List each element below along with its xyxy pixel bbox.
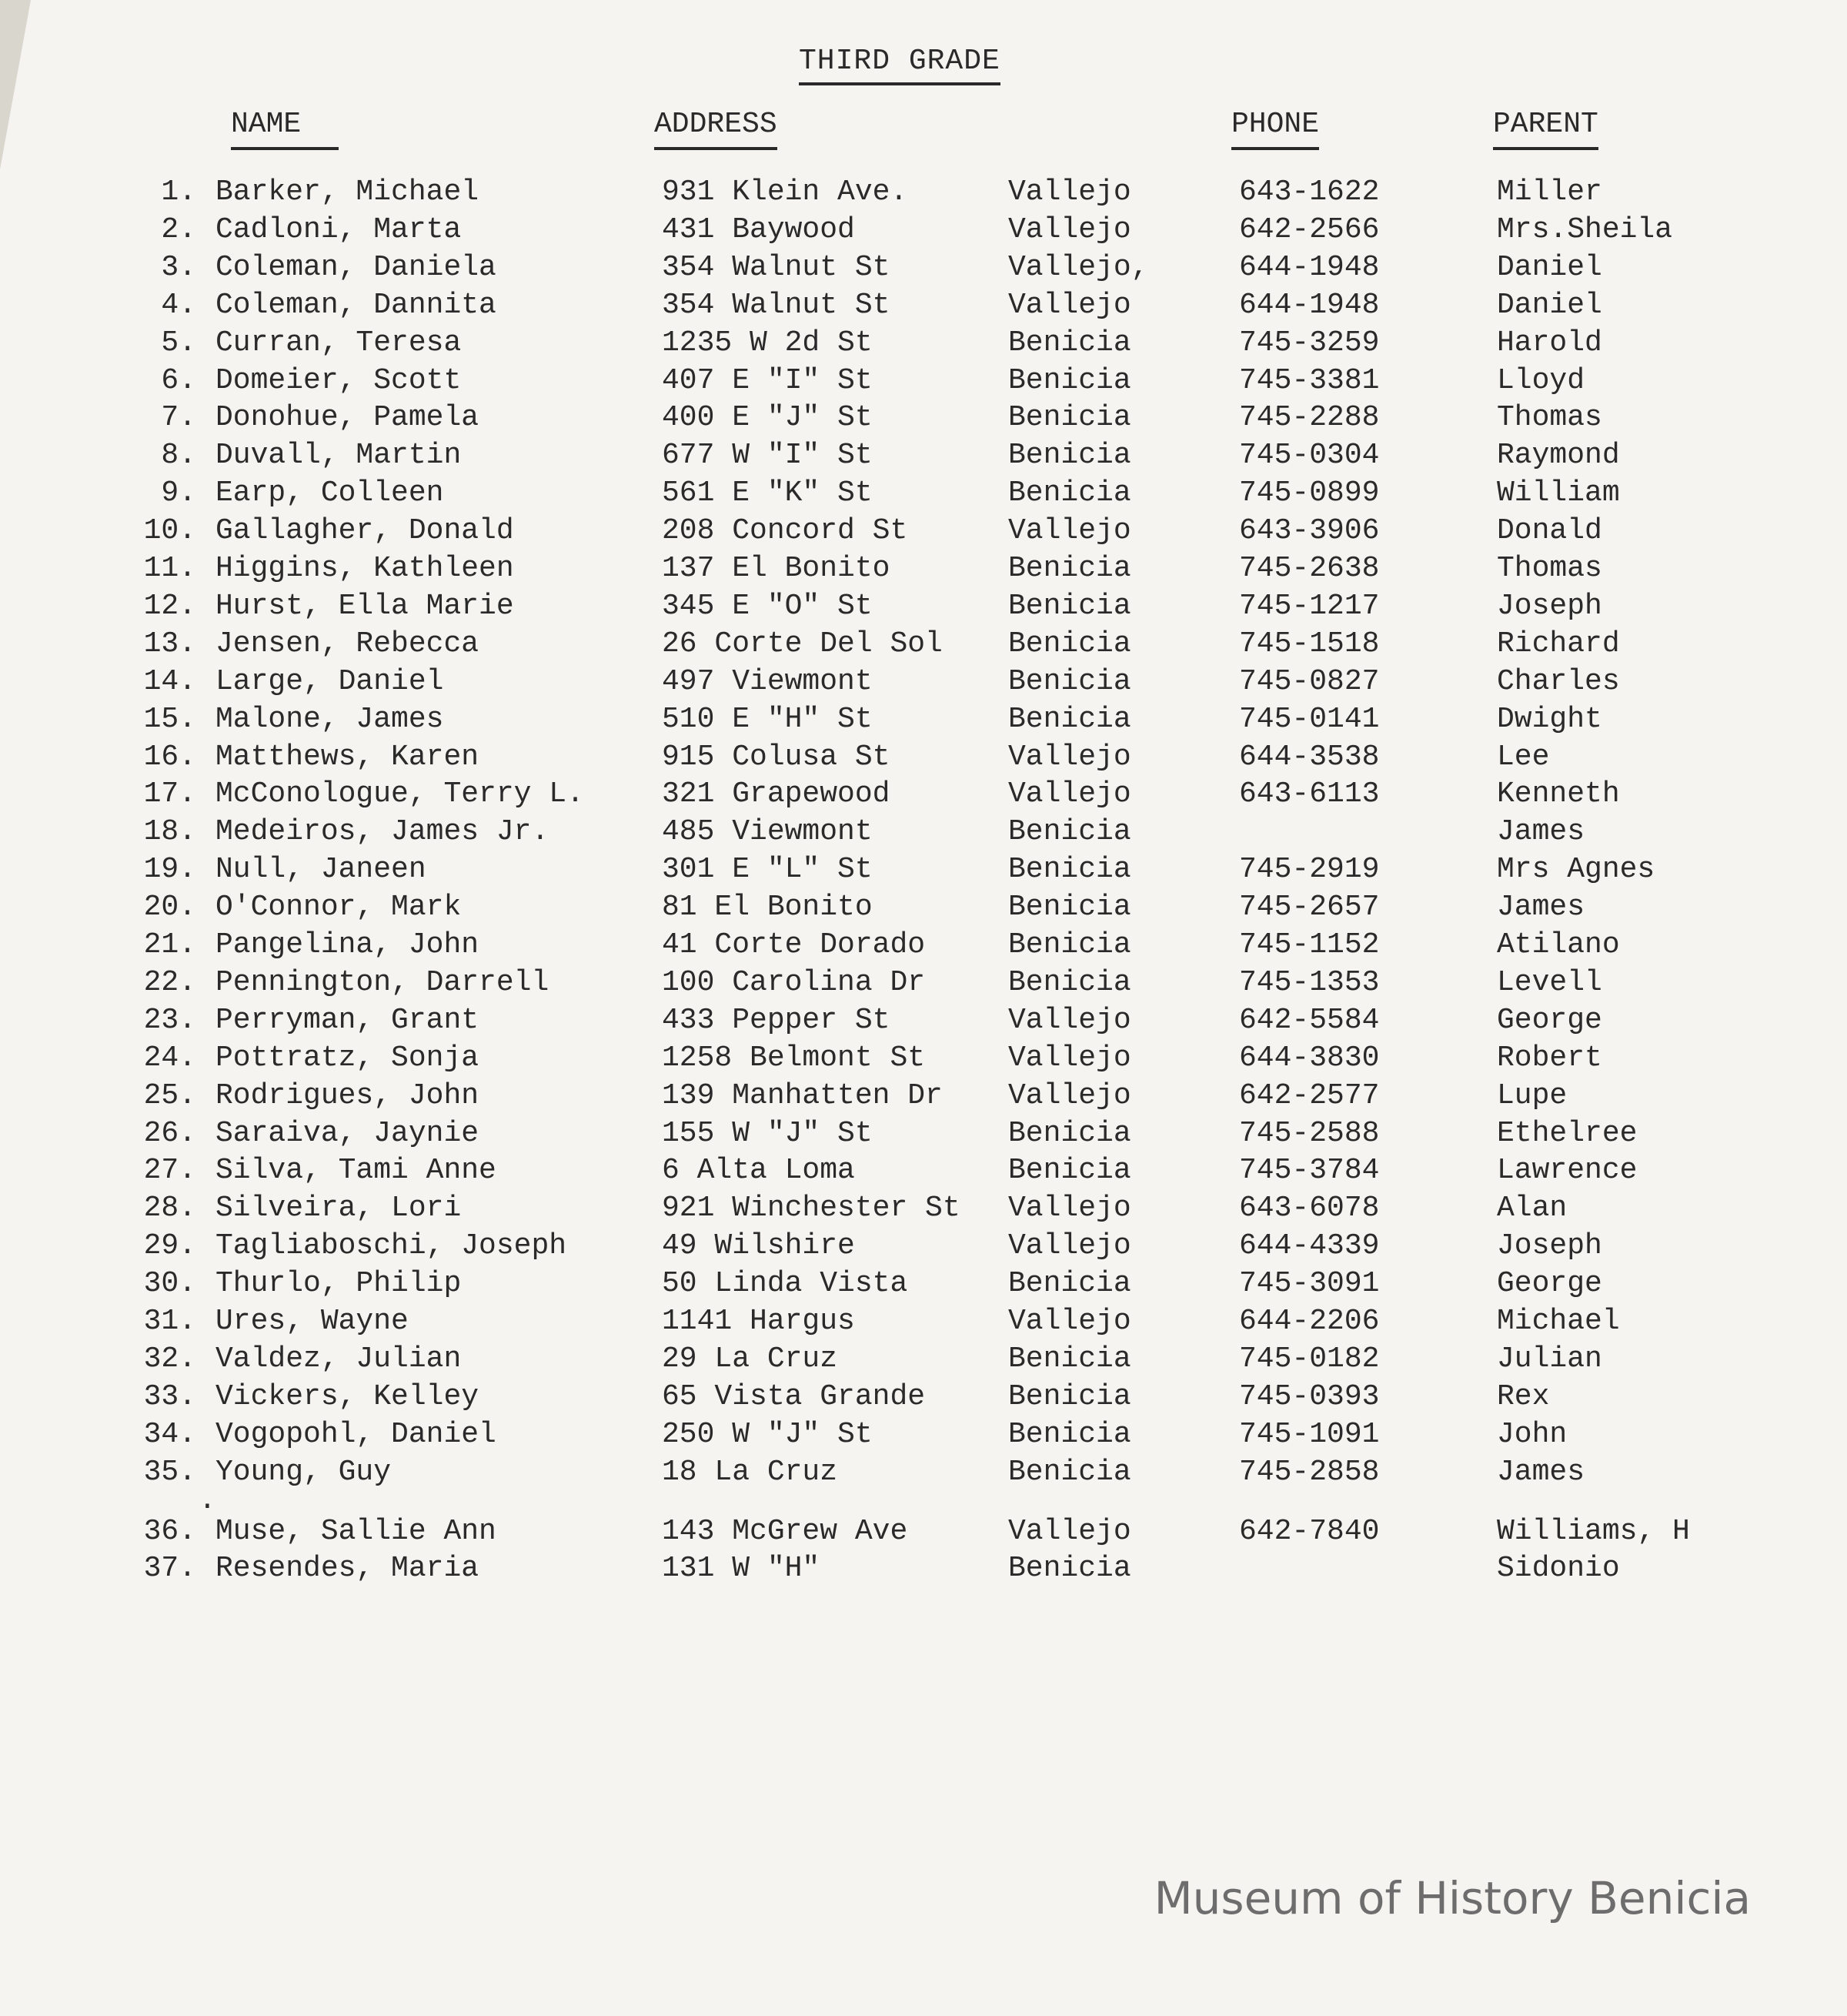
phone-number: 745-1353	[1239, 965, 1380, 999]
phone-number: 745-2588	[1239, 1116, 1380, 1150]
city: Vallejo	[1008, 1229, 1131, 1263]
row-number: 1.	[161, 176, 196, 209]
city: Benicia	[1008, 439, 1131, 473]
row-number: 30.	[143, 1267, 196, 1301]
table-row	[0, 364, 1847, 401]
table-row	[0, 928, 1847, 965]
street-address: 41 Corte Dorado	[662, 928, 926, 961]
student-name: Domeier, Scott	[215, 363, 462, 397]
street-address: 250 W "J" St	[662, 1417, 873, 1451]
phone-number: 745-0899	[1239, 476, 1380, 510]
phone-number: 745-2657	[1239, 891, 1380, 924]
table-row	[0, 1305, 1847, 1342]
table-row	[0, 1515, 1847, 1552]
city: Vallejo	[1008, 1515, 1131, 1548]
city: Benicia	[1008, 891, 1131, 924]
parent-name: Rex	[1497, 1379, 1550, 1413]
street-address: 485 Viewmont	[662, 815, 873, 849]
table-row	[0, 1117, 1847, 1154]
row-number: 34.	[143, 1417, 196, 1451]
street-address: 931 Klein Ave.	[662, 176, 908, 209]
phone-number: 644-1948	[1239, 288, 1380, 322]
student-name: Matthews, Karen	[215, 740, 479, 774]
street-address: 921 Winchester St	[662, 1192, 960, 1225]
table-row	[0, 289, 1847, 326]
table-row	[0, 401, 1847, 438]
city: Vallejo	[1008, 740, 1131, 774]
phone-number: 745-3259	[1239, 326, 1380, 359]
phone-number: 745-1152	[1239, 928, 1380, 961]
table-row	[0, 213, 1847, 250]
student-name: Rodrigues, John	[215, 1078, 479, 1112]
row-number: 17.	[143, 777, 196, 811]
student-name: O'Connor, Mark	[215, 891, 462, 924]
parent-name: Raymond	[1497, 439, 1620, 473]
student-name: Pottratz, Sonja	[215, 1041, 479, 1075]
parent-name: George	[1497, 1267, 1602, 1301]
student-name: Large, Daniel	[215, 664, 444, 698]
table-row	[0, 1456, 1847, 1493]
row-number: 20.	[143, 891, 196, 924]
parent-name: William	[1497, 476, 1620, 510]
phone-number: 745-3381	[1239, 363, 1380, 397]
street-address: 26 Corte Del Sol	[662, 627, 943, 660]
city: Benicia	[1008, 326, 1131, 359]
street-address: 1141 Hargus	[662, 1305, 855, 1338]
street-address: 131 W "H"	[662, 1552, 820, 1585]
phone-number: 642-7840	[1239, 1515, 1380, 1548]
parent-name: Mrs Agnes	[1497, 853, 1655, 887]
row-number: 8.	[161, 439, 196, 473]
row-number: 33.	[143, 1379, 196, 1413]
street-address: 50 Linda Vista	[662, 1267, 908, 1301]
parent-name: Thomas	[1497, 552, 1602, 585]
city: Vallejo	[1008, 1078, 1131, 1112]
student-name: Jensen, Rebecca	[215, 627, 479, 660]
stray-mark: ·	[199, 1490, 216, 1523]
row-number: 13.	[143, 627, 196, 660]
table-row	[0, 627, 1847, 664]
city: Benicia	[1008, 1116, 1131, 1150]
student-name: Duvall, Martin	[215, 439, 462, 473]
street-address: 137 El Bonito	[662, 552, 890, 585]
row-number: 4.	[161, 288, 196, 322]
table-row	[0, 1552, 1847, 1589]
parent-name: Joseph	[1497, 589, 1602, 623]
student-name: Ures, Wayne	[215, 1305, 409, 1338]
parent-name: Michael	[1497, 1305, 1620, 1338]
parent-name: Richard	[1497, 627, 1620, 660]
table-row	[0, 815, 1847, 852]
phone-number: 745-3784	[1239, 1154, 1380, 1188]
parent-name: James	[1497, 891, 1585, 924]
parent-name: Lupe	[1497, 1078, 1568, 1112]
city: Benicia	[1008, 1455, 1131, 1489]
parent-name: Thomas	[1497, 401, 1602, 435]
phone-number: 644-1948	[1239, 250, 1380, 284]
row-number: 27.	[143, 1154, 196, 1188]
parent-name: Atilano	[1497, 928, 1620, 961]
parent-name: James	[1497, 1455, 1585, 1489]
table-row	[0, 741, 1847, 777]
parent-name: Ethelree	[1497, 1116, 1638, 1150]
phone-number: 745-1217	[1239, 589, 1380, 623]
row-number: 6.	[161, 363, 196, 397]
student-name: Saraiva, Jaynie	[215, 1116, 479, 1150]
city: Benicia	[1008, 401, 1131, 435]
street-address: 561 E "K" St	[662, 476, 873, 510]
row-number: 19.	[143, 853, 196, 887]
street-address: 433 Pepper St	[662, 1003, 890, 1037]
phone-number: 745-1518	[1239, 627, 1380, 660]
phone-number: 642-2566	[1239, 212, 1380, 246]
row-number: 5.	[161, 326, 196, 359]
student-name: Curran, Teresa	[215, 326, 462, 359]
row-number: 16.	[143, 740, 196, 774]
street-address: 65 Vista Grande	[662, 1379, 926, 1413]
student-name: Coleman, Daniela	[215, 250, 496, 284]
table-row	[0, 251, 1847, 288]
parent-name: John	[1497, 1417, 1568, 1451]
parent-name: Joseph	[1497, 1229, 1602, 1263]
parent-name: Lloyd	[1497, 363, 1585, 397]
phone-number: 745-1091	[1239, 1417, 1380, 1451]
city: Vallejo	[1008, 288, 1131, 322]
city: Benicia	[1008, 552, 1131, 585]
row-number: 12.	[143, 589, 196, 623]
row-number: 21.	[143, 928, 196, 961]
street-address: 143 McGrew Ave	[662, 1515, 908, 1548]
city: Vallejo	[1008, 212, 1131, 246]
city: Vallejo	[1008, 777, 1131, 811]
table-row	[0, 1041, 1847, 1078]
city: Vallejo	[1008, 176, 1131, 209]
row-number: 25.	[143, 1078, 196, 1112]
city: Benicia	[1008, 589, 1131, 623]
student-name: Muse, Sallie Ann	[215, 1515, 496, 1548]
parent-name: Sidonio	[1497, 1552, 1620, 1585]
parent-name: Harold	[1497, 326, 1602, 359]
phone-number: 644-3830	[1239, 1041, 1380, 1075]
parent-name: James	[1497, 815, 1585, 849]
parent-name: Kenneth	[1497, 777, 1620, 811]
row-number: 11.	[143, 552, 196, 585]
row-number: 35.	[143, 1455, 196, 1489]
street-address: 677 W "I" St	[662, 439, 873, 473]
city: Benicia	[1008, 363, 1131, 397]
city: Benicia	[1008, 476, 1131, 510]
student-name: Malone, James	[215, 702, 444, 736]
table-row	[0, 1267, 1847, 1304]
city: Benicia	[1008, 1552, 1131, 1585]
table-row	[0, 665, 1847, 702]
street-address: 81 El Bonito	[662, 891, 873, 924]
parent-name: George	[1497, 1003, 1602, 1037]
street-address: 301 E "L" St	[662, 853, 873, 887]
parent-name: Lawrence	[1497, 1154, 1638, 1188]
table-row	[0, 777, 1847, 814]
student-name: Resendes, Maria	[215, 1552, 479, 1585]
city: Benicia	[1008, 965, 1131, 999]
row-number: 18.	[143, 815, 196, 849]
phone-number: 644-2206	[1239, 1305, 1380, 1338]
table-row	[0, 966, 1847, 1003]
city: Vallejo	[1008, 1305, 1131, 1338]
parent-name: Charles	[1497, 664, 1620, 698]
row-number: 2.	[161, 212, 196, 246]
phone-number: 644-3538	[1239, 740, 1380, 774]
student-name: Cadloni, Marta	[215, 212, 462, 246]
row-number: 24.	[143, 1041, 196, 1075]
watermark: Museum of History Benicia	[1154, 1872, 1751, 1924]
street-address: 400 E "J" St	[662, 401, 873, 435]
folded-corner	[0, 0, 31, 169]
row-number: 3.	[161, 250, 196, 284]
phone-number: 643-1622	[1239, 176, 1380, 209]
parent-name: Dwight	[1497, 702, 1602, 736]
street-address: 431 Baywood	[662, 212, 855, 246]
student-name: Null, Janeen	[215, 853, 426, 887]
student-name: Thurlo, Philip	[215, 1267, 462, 1301]
student-name: Higgins, Kathleen	[215, 552, 514, 585]
street-address: 100 Carolina Dr	[662, 965, 926, 999]
city: Vallejo	[1008, 1192, 1131, 1225]
table-row	[0, 1342, 1847, 1379]
row-number: 26.	[143, 1116, 196, 1150]
table-row	[0, 853, 1847, 890]
row-number: 7.	[161, 401, 196, 435]
row-number: 36.	[143, 1515, 196, 1548]
table-row	[0, 514, 1847, 551]
street-address: 29 La Cruz	[662, 1342, 838, 1376]
street-address: 915 Colusa St	[662, 740, 890, 774]
phone-number: 643-6113	[1239, 777, 1380, 811]
parent-name: Miller	[1497, 176, 1602, 209]
city: Vallejo	[1008, 1003, 1131, 1037]
street-address: 510 E "H" St	[662, 702, 873, 736]
student-name: McConologue, Terry L.	[215, 777, 584, 811]
phone-number: 745-0141	[1239, 702, 1380, 736]
row-number: 32.	[143, 1342, 196, 1376]
table-row	[0, 176, 1847, 212]
table-row	[0, 590, 1847, 627]
student-name: Pangelina, John	[215, 928, 479, 961]
phone-number: 745-0393	[1239, 1379, 1380, 1413]
street-address: 49 Wilshire	[662, 1229, 855, 1263]
table-row	[0, 326, 1847, 363]
parent-name: Alan	[1497, 1192, 1568, 1225]
phone-number: 643-3906	[1239, 514, 1380, 548]
row-number: 31.	[143, 1305, 196, 1338]
city: Benicia	[1008, 664, 1131, 698]
table-row	[0, 1004, 1847, 1041]
student-name: Hurst, Ella Marie	[215, 589, 514, 623]
phone-number: 745-2638	[1239, 552, 1380, 585]
student-name: Perryman, Grant	[215, 1003, 479, 1037]
student-name: Coleman, Dannita	[215, 288, 496, 322]
phone-number: 745-0827	[1239, 664, 1380, 698]
table-row	[0, 439, 1847, 476]
street-address: 208 Concord St	[662, 514, 908, 548]
parent-name: Mrs.Sheila	[1497, 212, 1673, 246]
table-row	[0, 552, 1847, 589]
city: Benicia	[1008, 702, 1131, 736]
table-row	[0, 1192, 1847, 1229]
header-name: NAME	[231, 108, 339, 150]
row-number: 9.	[161, 476, 196, 510]
phone-number: 745-2919	[1239, 853, 1380, 887]
phone-number: 643-6078	[1239, 1192, 1380, 1225]
row-number: 29.	[143, 1229, 196, 1263]
row-number: 15.	[143, 702, 196, 736]
table-row	[0, 1229, 1847, 1266]
table-row	[0, 703, 1847, 740]
student-name: Silva, Tami Anne	[215, 1154, 496, 1188]
row-number: 23.	[143, 1003, 196, 1037]
row-number: 37.	[143, 1552, 196, 1585]
row-number: 28.	[143, 1192, 196, 1225]
street-address: 407 E "I" St	[662, 363, 873, 397]
parent-name: Levell	[1497, 965, 1602, 999]
phone-number: 745-0304	[1239, 439, 1380, 473]
street-address: 139 Manhatten Dr	[662, 1078, 943, 1112]
city: Benicia	[1008, 853, 1131, 887]
city: Benicia	[1008, 815, 1131, 849]
parent-name: Daniel	[1497, 250, 1602, 284]
phone-number: 642-5584	[1239, 1003, 1380, 1037]
parent-name: Williams, H	[1497, 1515, 1690, 1548]
parent-name: Lee	[1497, 740, 1550, 774]
city: Benicia	[1008, 928, 1131, 961]
street-address: 1235 W 2d St	[662, 326, 873, 359]
student-name: Silveira, Lori	[215, 1192, 462, 1225]
table-row	[0, 1079, 1847, 1116]
street-address: 321 Grapewood	[662, 777, 890, 811]
student-name: Tagliaboschi, Joseph	[215, 1229, 567, 1263]
phone-number: 745-2858	[1239, 1455, 1380, 1489]
city: Benicia	[1008, 1154, 1131, 1188]
phone-number: 745-0182	[1239, 1342, 1380, 1376]
student-name: Young, Guy	[215, 1455, 392, 1489]
header-phone: PHONE	[1231, 108, 1319, 150]
city: Vallejo	[1008, 514, 1131, 548]
table-row	[0, 891, 1847, 928]
page-title: THIRD GRADE	[799, 45, 1000, 85]
city: Benicia	[1008, 1267, 1131, 1301]
student-name: Donohue, Pamela	[215, 401, 479, 435]
table-row	[0, 1380, 1847, 1417]
city: Benicia	[1008, 1342, 1131, 1376]
city: Benicia	[1008, 627, 1131, 660]
phone-number: 745-2288	[1239, 401, 1380, 435]
street-address: 1258 Belmont St	[662, 1041, 926, 1075]
street-address: 497 Viewmont	[662, 664, 873, 698]
city: Vallejo,	[1008, 250, 1149, 284]
street-address: 345 E "O" St	[662, 589, 873, 623]
street-address: 354 Walnut St	[662, 288, 890, 322]
street-address: 155 W "J" St	[662, 1116, 873, 1150]
student-name: Vogopohl, Daniel	[215, 1417, 496, 1451]
table-row	[0, 476, 1847, 513]
row-number: 10.	[143, 514, 196, 548]
student-name: Gallagher, Donald	[215, 514, 514, 548]
parent-name: Daniel	[1497, 288, 1602, 322]
student-name: Vickers, Kelley	[215, 1379, 479, 1413]
student-name: Valdez, Julian	[215, 1342, 462, 1376]
phone-number: 745-3091	[1239, 1267, 1380, 1301]
city: Vallejo	[1008, 1041, 1131, 1075]
parent-name: Donald	[1497, 514, 1602, 548]
street-address: 354 Walnut St	[662, 250, 890, 284]
table-row	[0, 1418, 1847, 1455]
student-name: Medeiros, James Jr.	[215, 815, 549, 849]
street-address: 6 Alta Loma	[662, 1154, 855, 1188]
header-parent: PARENT	[1493, 108, 1598, 150]
student-name: Barker, Michael	[215, 176, 479, 209]
parent-name: Robert	[1497, 1041, 1602, 1075]
phone-number: 642-2577	[1239, 1078, 1380, 1112]
city: Benicia	[1008, 1379, 1131, 1413]
street-address: 18 La Cruz	[662, 1455, 838, 1489]
row-number: 22.	[143, 965, 196, 999]
phone-number: 644-4339	[1239, 1229, 1380, 1263]
parent-name: Julian	[1497, 1342, 1602, 1376]
city: Benicia	[1008, 1417, 1131, 1451]
student-name: Earp, Colleen	[215, 476, 444, 510]
table-row	[0, 1154, 1847, 1191]
header-address: ADDRESS	[654, 108, 777, 150]
student-name: Pennington, Darrell	[215, 965, 549, 999]
row-number: 14.	[143, 664, 196, 698]
